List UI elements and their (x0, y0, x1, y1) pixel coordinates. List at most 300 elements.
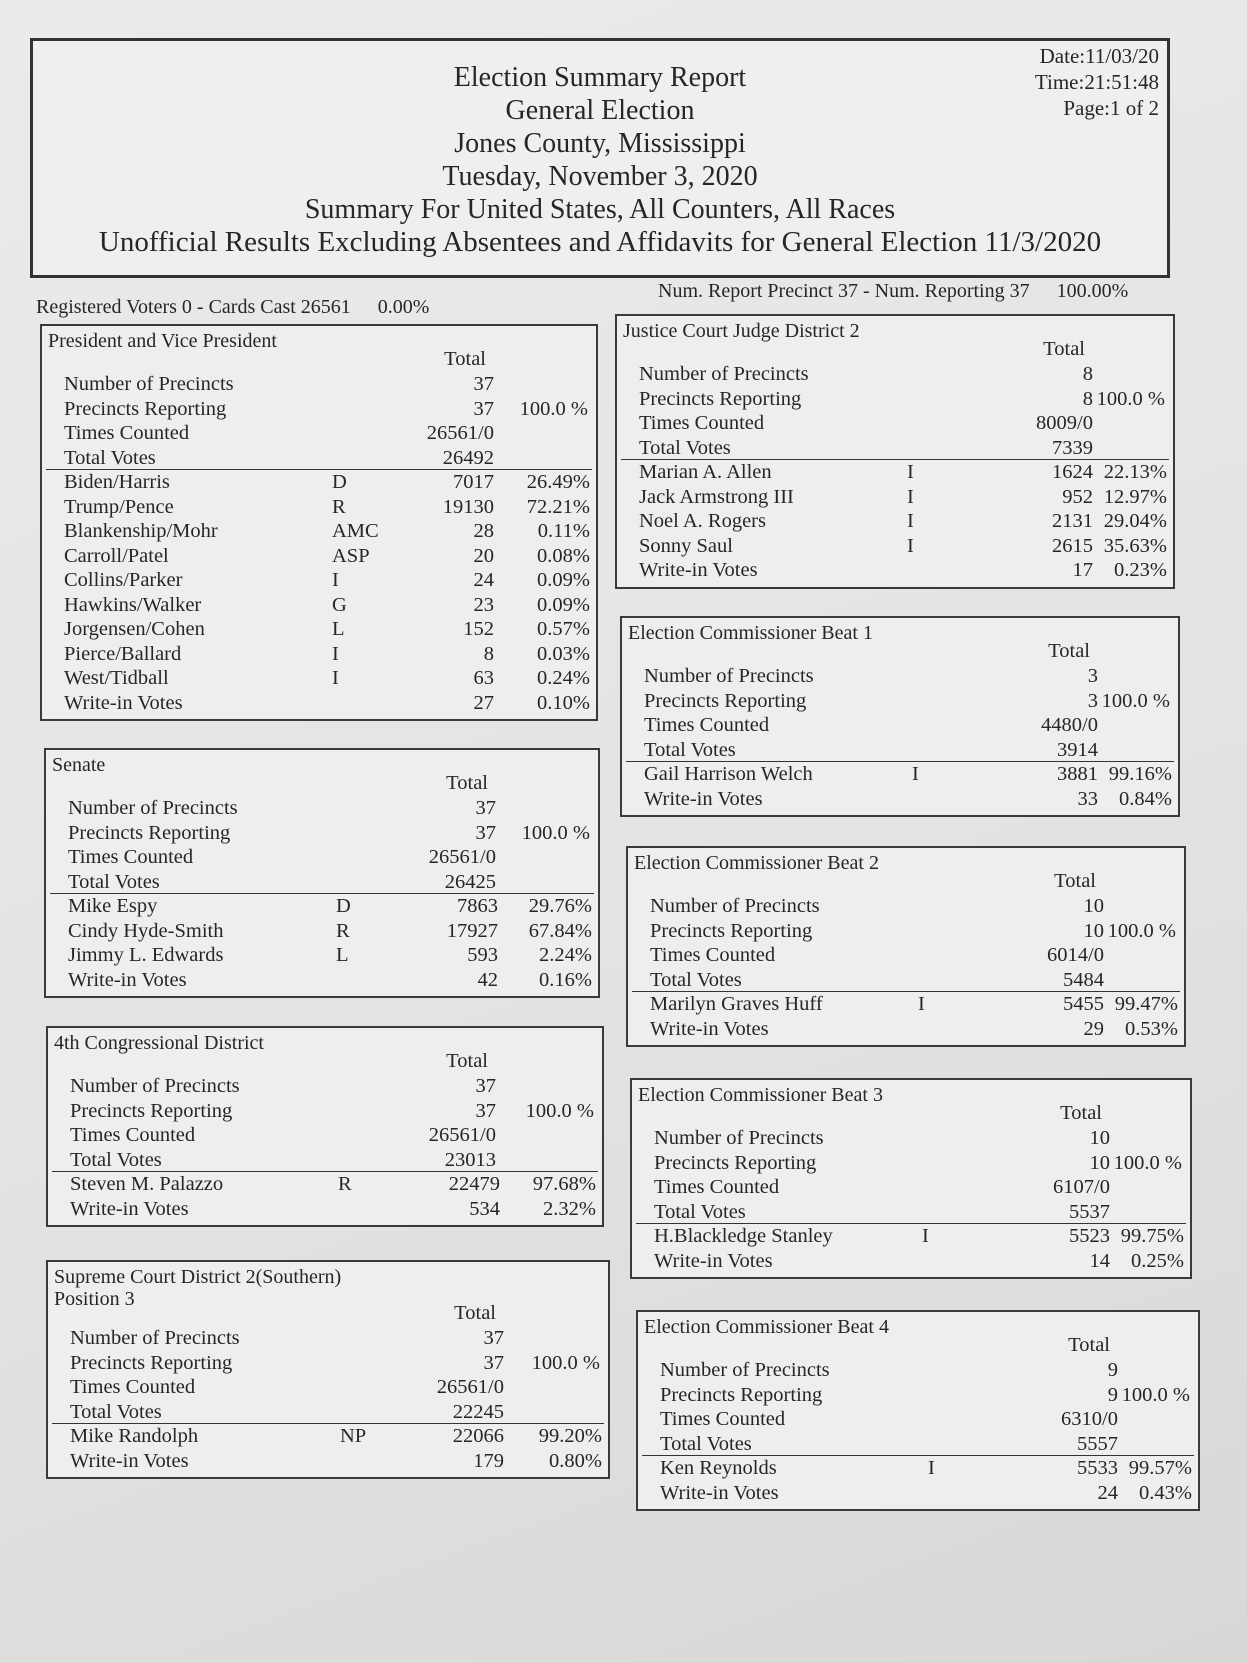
candidate-votes: 952 (1062, 485, 1093, 508)
candidate-votes: 179 (473, 1449, 504, 1472)
total-column-header: Total (454, 1302, 496, 1324)
candidate-votes: 7017 (453, 471, 494, 493)
stat-row (48, 1099, 602, 1123)
stat-label: Precincts Reporting (654, 1151, 817, 1174)
candidate-votes: 14 (1089, 1249, 1110, 1272)
candidate-percent: 0.11% (537, 520, 590, 542)
stat-value: 26561/0 (428, 1124, 496, 1146)
candidate-votes: 23 (473, 593, 494, 616)
stat-row (628, 919, 1184, 943)
candidate-votes: 20 (473, 544, 494, 567)
candidate-name: Marian A. Allen (639, 461, 772, 483)
stat-value: 26561/0 (426, 422, 494, 444)
total-column-header: Total (1068, 1334, 1110, 1356)
candidate-votes: 24 (1097, 1481, 1118, 1504)
candidate-votes: 28 (473, 520, 494, 542)
race-box (44, 748, 600, 998)
stat-label: Total Votes (639, 436, 731, 459)
stat-row (48, 1351, 608, 1375)
candidate-percent: 99.47% (1114, 993, 1178, 1015)
candidate-percent: 0.09% (537, 569, 590, 591)
stat-row (617, 411, 1173, 435)
stat-row (48, 1375, 608, 1399)
stat-value: 5537 (1069, 1200, 1110, 1223)
candidate-votes: 22479 (448, 1173, 500, 1195)
candidate-party: I (907, 534, 914, 557)
candidate-name: H.Blackledge Stanley (654, 1225, 833, 1247)
report-time: Time:21:51:48 (1034, 70, 1159, 94)
candidate-party: I (912, 763, 919, 785)
stat-label: Total Votes (650, 968, 742, 991)
candidate-name: Pierce/Ballard (64, 642, 182, 665)
stat-value: 6014/0 (1047, 944, 1104, 966)
candidate-row (638, 1456, 1198, 1480)
stat-value: 3 (1087, 665, 1098, 687)
election-date: Tuesday, November 3, 2020 (442, 161, 758, 192)
stat-label: Total Votes (654, 1200, 746, 1223)
stat-label: Number of Precincts (70, 1327, 240, 1349)
candidate-percent: 0.84% (1119, 787, 1172, 810)
stat-row (638, 1432, 1198, 1456)
race-subtitle: Position 3 (54, 1288, 135, 1310)
stat-value: 8 (1082, 387, 1093, 410)
stat-value: 37 (475, 821, 496, 844)
stat-value: 10 (1089, 1151, 1110, 1174)
candidate-row (617, 534, 1173, 558)
candidate-percent: 12.97% (1103, 485, 1167, 508)
candidate-row (46, 894, 598, 918)
election-name: General Election (505, 95, 695, 126)
race-title: Election Commissioner Beat 2 (634, 852, 879, 874)
stat-value: 37 (483, 1351, 504, 1374)
candidate-name: Write-in Votes (70, 1449, 189, 1472)
stat-row (638, 1407, 1198, 1431)
stat-row (638, 1358, 1198, 1382)
candidate-percent: 2.24% (539, 944, 592, 966)
race-title: President and Vice President (48, 330, 277, 352)
candidate-votes: 8 (483, 642, 494, 665)
candidate-name: Write-in Votes (654, 1249, 773, 1272)
stat-row (42, 372, 596, 396)
stat-percent: 100.0 % (1121, 1383, 1190, 1406)
stat-label: Times Counted (68, 846, 194, 868)
candidate-row (46, 968, 598, 992)
candidate-row (622, 762, 1178, 786)
candidate-party: G (332, 593, 347, 616)
race-box (620, 616, 1180, 817)
candidate-votes: 2615 (1052, 534, 1093, 557)
candidate-party: R (338, 1173, 352, 1195)
stat-row (632, 1175, 1190, 1199)
stat-label: Total Votes (70, 1148, 162, 1171)
stat-percent: 100.0 % (1113, 1151, 1182, 1174)
race-title: Justice Court Judge District 2 (623, 320, 860, 342)
stat-value: 6107/0 (1053, 1176, 1110, 1198)
stat-label: Precincts Reporting (64, 397, 227, 420)
candidate-name: Write-in Votes (650, 1017, 769, 1040)
candidate-name: Sonny Saul (639, 534, 733, 557)
candidate-votes: 22066 (452, 1425, 504, 1447)
candidate-votes: 3881 (1057, 763, 1098, 785)
stat-row (46, 821, 598, 845)
candidate-percent: 29.04% (1103, 510, 1167, 532)
stat-row (617, 362, 1173, 386)
county-name: Jones County, Mississippi (454, 128, 746, 159)
candidate-row (48, 1172, 602, 1196)
stat-value: 37 (475, 1075, 496, 1097)
candidate-percent: 0.24% (537, 667, 590, 689)
candidate-votes: 29 (1083, 1017, 1104, 1040)
candidate-votes: 19130 (442, 495, 494, 518)
stat-label: Number of Precincts (644, 665, 814, 687)
candidate-votes: 1624 (1052, 461, 1093, 483)
candidate-row (42, 593, 596, 617)
results-note: Unofficial Results Excluding Absentees and Affidavits for General Election 11/3/2020 (98, 226, 1102, 258)
stat-label: Precincts Reporting (639, 387, 802, 410)
candidate-row (632, 1249, 1190, 1273)
candidate-row (42, 470, 596, 494)
race-title: Supreme Court District 2(Southern) (54, 1266, 342, 1288)
candidate-name: Mike Espy (68, 895, 158, 917)
candidate-name: Write-in Votes (70, 1197, 189, 1220)
stat-value: 9 (1107, 1359, 1118, 1381)
stat-label: Precincts Reporting (660, 1383, 823, 1406)
report-title-block (33, 61, 1167, 259)
stat-label: Times Counted (639, 412, 765, 434)
stat-label: Times Counted (660, 1408, 786, 1430)
race-title: Election Commissioner Beat 4 (644, 1316, 889, 1338)
registered-voters-text: Registered Voters 0 - Cards Cast 26561 (36, 296, 351, 318)
candidate-name: Jack Armstrong III (639, 485, 794, 508)
candidate-row (46, 919, 598, 943)
candidate-party: D (332, 471, 347, 493)
stat-row (617, 387, 1173, 411)
candidate-percent: 0.57% (537, 618, 590, 640)
stat-value: 37 (475, 797, 496, 819)
candidate-row (617, 509, 1173, 533)
candidate-votes: 24 (473, 569, 494, 591)
stat-value: 37 (483, 1327, 504, 1349)
candidate-name: Jorgensen/Cohen (64, 618, 205, 640)
candidate-name: Carroll/Patel (64, 544, 169, 567)
stat-label: Number of Precincts (70, 1075, 240, 1097)
candidate-votes: 5455 (1063, 993, 1104, 1015)
candidate-name: Gail Harrison Welch (644, 763, 813, 785)
candidate-name: Write-in Votes (64, 691, 183, 714)
candidate-votes: 2131 (1052, 510, 1093, 532)
candidate-name: Hawkins/Walker (64, 593, 202, 616)
stat-value: 37 (475, 1099, 496, 1122)
candidate-row (628, 992, 1184, 1016)
candidate-name: Write-in Votes (639, 559, 758, 581)
stat-row (632, 1200, 1190, 1224)
stat-label: Total Votes (64, 446, 156, 469)
candidate-party: I (928, 1457, 935, 1479)
race-box (626, 846, 1186, 1047)
candidate-percent: 0.23% (1114, 559, 1167, 581)
stat-label: Precincts Reporting (644, 689, 807, 712)
candidate-name: West/Tidball (64, 667, 169, 689)
stat-value: 26561/0 (428, 846, 496, 868)
stat-percent: 100.0 % (531, 1351, 600, 1374)
candidate-votes: 17927 (446, 919, 498, 942)
stat-label: Number of Precincts (68, 797, 238, 819)
candidate-row (622, 787, 1178, 811)
stat-percent: 100.0 % (521, 821, 590, 844)
candidate-row (48, 1449, 608, 1473)
stat-label: Times Counted (644, 714, 770, 736)
candidate-name: Noel A. Rogers (639, 510, 766, 532)
precinct-report-pct: 100.00% (1056, 280, 1129, 302)
total-column-header: Total (444, 348, 486, 370)
stat-row (622, 689, 1178, 713)
stat-row (48, 1123, 602, 1147)
race-box (46, 1026, 604, 1227)
candidate-row (628, 1017, 1184, 1041)
candidate-percent: 0.53% (1125, 1017, 1178, 1040)
stat-row (617, 436, 1173, 460)
candidate-percent: 99.75% (1120, 1225, 1184, 1247)
stat-value: 7339 (1052, 436, 1093, 459)
report-page: Page:1 of 2 (1063, 96, 1159, 120)
race-title: Election Commissioner Beat 1 (628, 622, 873, 644)
stat-value: 10 (1083, 919, 1104, 942)
candidate-party: NP (340, 1425, 367, 1447)
candidate-party: D (336, 895, 351, 917)
race-box (46, 1260, 610, 1479)
stat-label: Times Counted (64, 422, 190, 444)
stat-row (632, 1151, 1190, 1175)
stat-value: 26492 (442, 446, 494, 469)
candidate-row (632, 1224, 1190, 1248)
stat-row (46, 796, 598, 820)
candidate-votes: 63 (473, 667, 494, 689)
candidate-percent: 0.03% (537, 642, 590, 665)
candidate-votes: 5523 (1069, 1225, 1110, 1247)
candidate-percent: 22.13% (1103, 461, 1167, 483)
candidate-votes: 5533 (1077, 1457, 1118, 1479)
stat-row (628, 968, 1184, 992)
precinct-report-line (658, 280, 1128, 303)
candidate-row (48, 1197, 602, 1221)
candidate-name: Write-in Votes (660, 1481, 779, 1504)
candidate-name: Steven M. Palazzo (70, 1173, 224, 1195)
candidate-party: I (332, 569, 339, 591)
candidate-percent: 99.20% (538, 1425, 602, 1447)
candidate-percent: 0.10% (537, 691, 590, 714)
race-title: Senate (52, 754, 106, 776)
candidate-name: Jimmy L. Edwards (68, 944, 224, 966)
candidate-party: I (907, 461, 914, 483)
stat-row (46, 845, 598, 869)
candidate-name: Ken Reynolds (660, 1457, 777, 1479)
stat-label: Total Votes (70, 1400, 162, 1423)
race-title: Election Commissioner Beat 3 (638, 1084, 883, 1106)
stat-row (48, 1148, 602, 1172)
total-column-header: Total (446, 772, 488, 794)
stat-value: 6310/0 (1061, 1408, 1118, 1430)
stat-label: Number of Precincts (660, 1359, 830, 1381)
candidate-party: R (332, 495, 346, 518)
candidate-row (46, 943, 598, 967)
stat-label: Total Votes (68, 870, 160, 893)
stat-row (628, 943, 1184, 967)
report-title: Election Summary Report (453, 62, 747, 93)
report-date: Date:11/03/20 (1039, 44, 1159, 68)
precinct-report-text: Num. Report Precinct 37 - Num. Reporting 37 (658, 280, 1030, 302)
stat-label: Precincts Reporting (650, 919, 813, 942)
candidate-percent: 0.09% (537, 593, 590, 616)
candidate-row (42, 617, 596, 641)
stat-percent: 100.0 % (1101, 689, 1170, 712)
candidate-party: I (332, 642, 339, 665)
stat-value: 9 (1107, 1383, 1118, 1406)
candidate-votes: 7863 (457, 895, 498, 917)
stat-row (48, 1326, 608, 1350)
candidate-row (617, 485, 1173, 509)
total-column-header: Total (1060, 1102, 1102, 1124)
candidate-party: I (907, 485, 914, 508)
candidate-percent: 2.32% (543, 1197, 596, 1220)
candidate-votes: 33 (1077, 787, 1098, 810)
stat-value: 23013 (444, 1148, 496, 1171)
candidate-name: Mike Randolph (70, 1425, 199, 1447)
candidate-row (42, 495, 596, 519)
stat-percent: 100.0 % (1096, 387, 1165, 410)
stat-value: 3914 (1057, 738, 1098, 761)
stat-label: Times Counted (650, 944, 776, 966)
stat-label: Times Counted (70, 1376, 196, 1398)
stat-value: 5557 (1077, 1432, 1118, 1455)
stat-row (48, 1400, 608, 1424)
stat-label: Precincts Reporting (70, 1099, 233, 1122)
stat-value: 3 (1087, 689, 1098, 712)
candidate-name: Marilyn Graves Huff (650, 993, 823, 1015)
candidate-votes: 593 (467, 944, 498, 966)
candidate-percent: 97.68% (532, 1173, 596, 1195)
candidate-votes: 534 (469, 1197, 500, 1220)
stat-row (42, 421, 596, 445)
candidate-row (617, 460, 1173, 484)
candidate-party: L (336, 944, 349, 966)
stat-row (48, 1074, 602, 1098)
stat-label: Total Votes (660, 1432, 752, 1455)
stat-value: 8009/0 (1036, 412, 1093, 434)
candidate-row (48, 1424, 608, 1448)
stat-value: 26425 (444, 870, 496, 893)
stat-value: 26561/0 (436, 1376, 504, 1398)
candidate-name: Biden/Harris (64, 471, 170, 493)
race-box (630, 1078, 1192, 1279)
stat-row (632, 1126, 1190, 1150)
candidate-name: Write-in Votes (68, 968, 187, 991)
candidate-percent: 0.08% (537, 544, 590, 567)
candidate-row (617, 558, 1173, 582)
stat-value: 4480/0 (1041, 714, 1098, 736)
candidate-row (638, 1481, 1198, 1505)
candidate-name: Trump/Pence (64, 495, 174, 518)
stat-value: 22245 (452, 1400, 504, 1423)
candidate-name: Write-in Votes (644, 787, 763, 810)
stat-label: Total Votes (644, 738, 736, 761)
candidate-percent: 0.16% (539, 968, 592, 991)
candidate-percent: 26.49% (526, 471, 590, 493)
total-column-header: Total (1043, 338, 1085, 360)
stat-row (638, 1383, 1198, 1407)
candidate-percent: 72.21% (526, 495, 590, 518)
race-box (40, 324, 598, 721)
stat-value: 5484 (1063, 968, 1104, 991)
candidate-row (42, 519, 596, 543)
candidate-row (42, 691, 596, 715)
stat-row (42, 446, 596, 470)
candidate-percent: 35.63% (1103, 534, 1167, 557)
stat-row (622, 713, 1178, 737)
stat-row (42, 397, 596, 421)
stat-label: Number of Precincts (654, 1127, 824, 1149)
candidate-party: I (907, 510, 914, 532)
stat-value: 37 (473, 397, 494, 420)
stat-value: 10 (1089, 1127, 1110, 1149)
stat-percent: 100.0 % (1107, 919, 1176, 942)
stat-row (622, 664, 1178, 688)
candidate-votes: 152 (463, 618, 494, 640)
candidate-votes: 27 (473, 691, 494, 714)
stat-label: Times Counted (70, 1124, 196, 1146)
candidate-name: Collins/Parker (64, 569, 183, 591)
candidate-votes: 17 (1072, 559, 1093, 581)
report-meta (1035, 43, 1159, 121)
stat-value: 10 (1083, 895, 1104, 917)
stat-label: Precincts Reporting (70, 1351, 233, 1374)
stat-label: Number of Precincts (639, 363, 809, 385)
candidate-party: ASP (332, 544, 370, 567)
total-column-header: Total (1054, 870, 1096, 892)
candidate-name: Blankenship/Mohr (64, 520, 218, 542)
stat-label: Times Counted (654, 1176, 780, 1198)
stat-row (46, 870, 598, 894)
candidate-row (42, 642, 596, 666)
candidate-party: L (332, 618, 345, 640)
registered-voters-pct: 0.00% (377, 296, 430, 318)
candidate-party: I (918, 993, 925, 1015)
candidate-percent: 0.80% (549, 1449, 602, 1472)
race-box (615, 314, 1175, 589)
candidate-percent: 29.76% (528, 895, 592, 917)
stat-label: Number of Precincts (650, 895, 820, 917)
stat-value: 37 (473, 373, 494, 395)
stat-row (628, 894, 1184, 918)
candidate-percent: 99.57% (1128, 1457, 1192, 1479)
candidate-name: Cindy Hyde-Smith (68, 919, 224, 942)
candidate-percent: 0.25% (1131, 1249, 1184, 1272)
registered-voters-line (36, 296, 429, 319)
stat-percent: 100.0 % (525, 1099, 594, 1122)
candidate-percent: 99.16% (1108, 763, 1172, 785)
stat-label: Precincts Reporting (68, 821, 231, 844)
stat-value: 8 (1082, 363, 1093, 385)
report-header (30, 38, 1170, 278)
candidate-votes: 42 (477, 968, 498, 991)
candidate-party: I (922, 1225, 929, 1247)
candidate-party: I (332, 667, 339, 689)
stat-percent: 100.0 % (519, 397, 588, 420)
stat-label: Number of Precincts (64, 373, 234, 395)
candidate-percent: 0.43% (1139, 1481, 1192, 1504)
candidate-row (42, 544, 596, 568)
total-column-header: Total (446, 1050, 488, 1072)
candidate-party: R (336, 919, 350, 942)
